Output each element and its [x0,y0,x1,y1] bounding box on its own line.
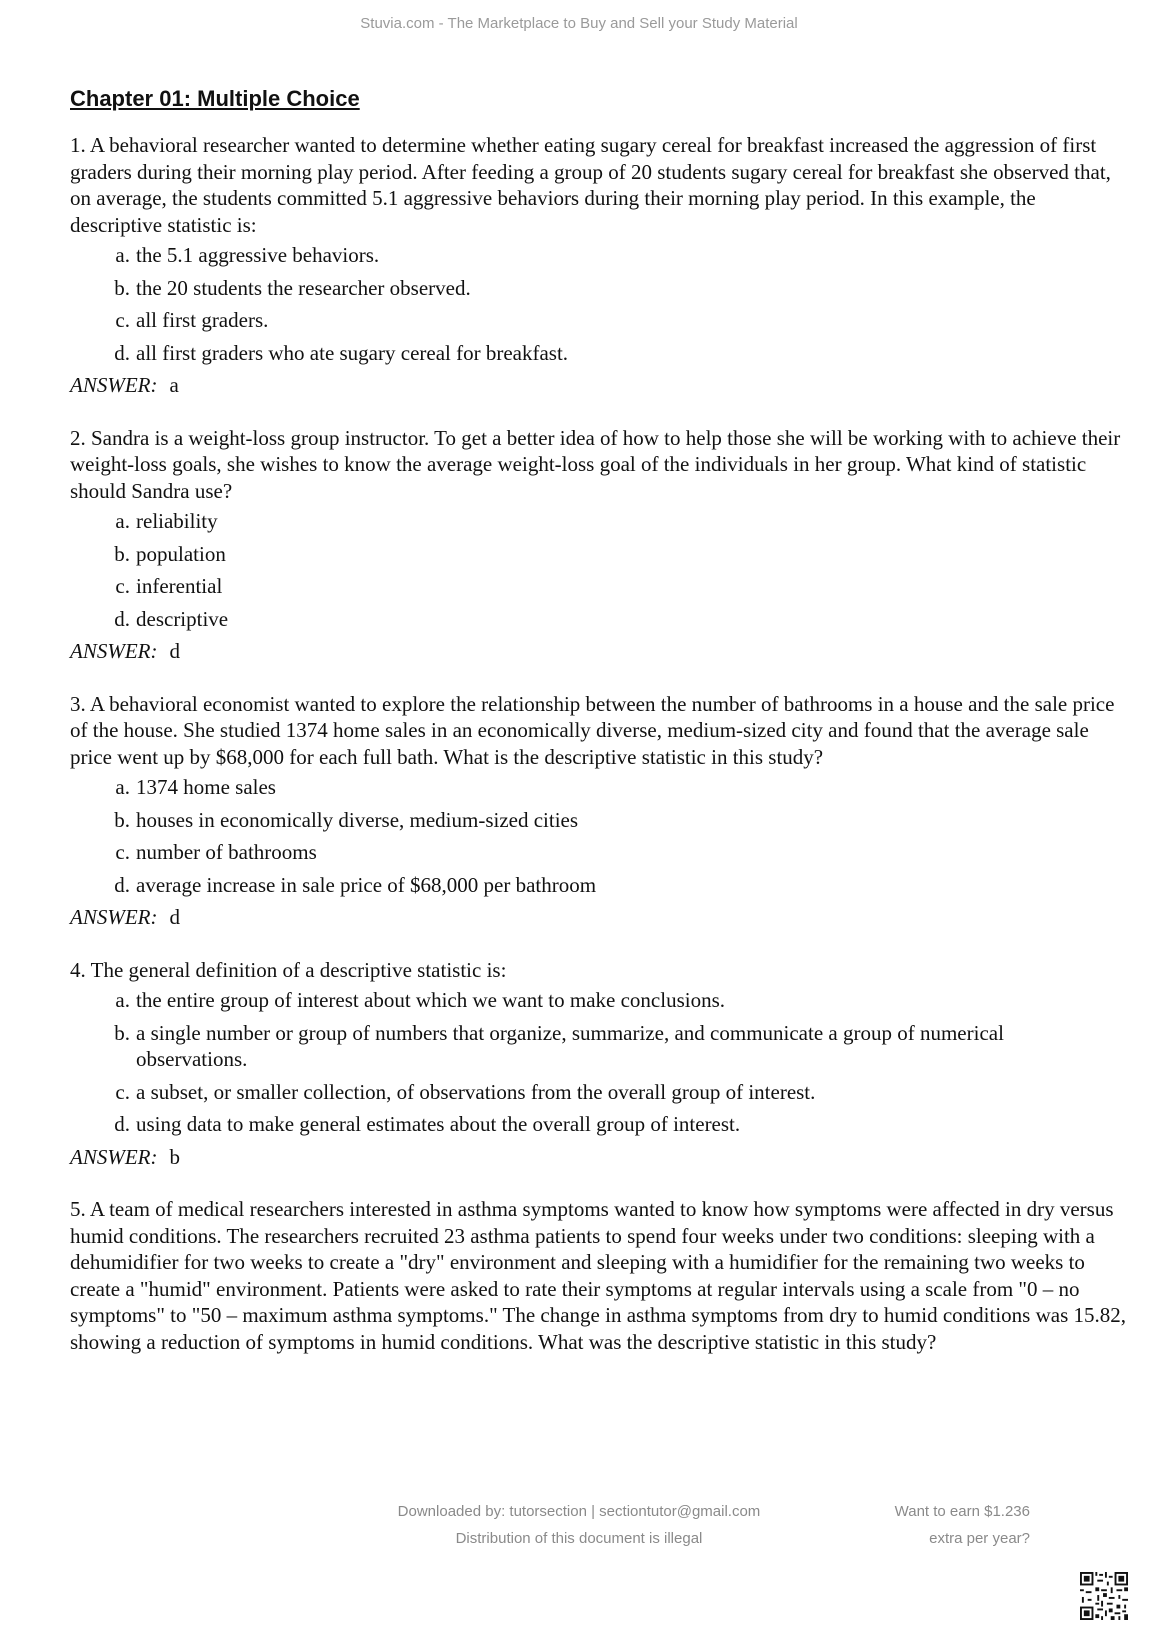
question-text: 2. Sandra is a weight-loss group instructor. To get a better idea of how to help those she will be working with to achieve their weight-loss goals, she wishes to know the average weight-loss goal of the individuals in her group. What kind of statistic should Sandra use? [70,425,1121,503]
option-list [70,242,1130,366]
option-c [70,307,1130,334]
option-a [70,774,1130,801]
option-letter: a. [115,988,130,1012]
option-b [70,1020,1130,1073]
option-d [70,606,1130,633]
option-list [70,508,1130,632]
option-b [70,275,1130,302]
option-a [70,508,1130,535]
option-d [70,1111,1130,1138]
option-letter: b. [114,807,130,832]
answer-line [70,638,1130,665]
option-letter: b. [114,275,130,300]
option-letter: d. [114,1112,130,1136]
site-header: Stuvia.com - The Marketplace to Buy and Sell your Study Material [360,15,798,32]
earn-promo-link[interactable]: Want to earn $1.236 [894,1503,1030,1520]
option-letter: a. [115,775,130,799]
option-c [70,839,1130,866]
answer-label: ANSWER: [70,373,158,397]
distribution-notice: Distribution of this document is illegal [455,1530,703,1547]
question-text: 3. A behavioral economist wanted to explore the relationship between the number of bathrooms in a house and the sale price of the house. She studied 1374 home sales in an economically diverse, medium-sized city and found that the average sale price went up by $68,000 for each full bath. What is the descriptive statistic in this study? [70,691,1115,769]
downloaded-by-text: Downloaded by: tutorsection | sectiontutor@gmail.com [397,1503,761,1520]
answer-value: a [169,373,179,397]
option-c [70,573,1130,600]
question-5 [70,1196,1130,1355]
question-text: 5. A team of medical researchers interested in asthma symptoms wanted to know how symptoms were affected in dry versus humid conditions. The researchers recruited 23 asthma patients to spend four weeks under two conditions: sleeping with a dehumidifier for two weeks to create a "dry" environment and sleeping with a humidifier for the remaining two weeks to create a "humid" environment. Patients were asked to rate their symptoms at regular intervals using a scale from "0 – no symptoms" to "50 – maximum asthma symptoms." The change in asthma symptoms from dry to humid conditions was 15.82, showing a reduction of symptoms in humid conditions. What was the descriptive statistic in this study? [70,1197,1127,1354]
option-text: the entire group of interest about which we want to make conclusions. [136,988,726,1012]
option-c [70,1079,1130,1106]
questions-list [70,132,1130,1381]
option-text: reliability [136,509,218,533]
option-text: 1374 home sales [136,775,276,799]
question-text: 4. The general definition of a descriptive statistic is: [70,957,507,982]
question-text: 1. A behavioral researcher wanted to determine whether eating sugary cereal for breakfast increased the aggression of first graders during their morning play period. After feeding a group of 20 students sugary cereal for breakfast she observed that, on average, the students committed 5.1 aggressive behaviors during their morning play period. In this example, the descriptive statistic is: [70,133,1111,237]
option-text: the 20 students the researcher observed. [136,275,471,300]
earn-promo-link-line2[interactable]: extra per year? [929,1530,1030,1547]
option-letter: b. [114,1020,130,1045]
option-b [70,807,1130,834]
question-1 [70,132,1130,399]
option-letter: d. [114,872,130,897]
option-text: descriptive [136,606,229,631]
option-text: number of bathrooms [136,840,317,864]
option-a [70,242,1130,269]
option-text: the 5.1 aggressive behaviors. [136,243,380,267]
option-letter: d. [114,606,130,631]
answer-value: d [169,905,180,929]
answer-label: ANSWER: [70,639,158,663]
chapter-title: Chapter 01: Multiple Choice [70,86,360,111]
answer-value: d [169,639,180,663]
option-text: using data to make general estimates about the overall group of interest. [136,1112,741,1136]
option-letter: c. [115,308,130,332]
option-text: average increase in sale price of $68,000 per bathroom [136,872,597,897]
option-letter: a. [115,509,130,533]
answer-value: b [169,1144,180,1169]
option-text: all first graders. [136,308,269,332]
answer-line [70,1144,1130,1171]
option-d [70,340,1130,367]
answer-label: ANSWER: [70,905,158,929]
option-letter: b. [114,541,130,566]
option-list [70,987,1130,1138]
option-text: population [136,541,226,566]
option-letter: c. [115,1079,130,1104]
option-text: a single number or group of numbers that organize, summarize, and communicate a group of numerical observations. [136,1020,1004,1071]
option-text: houses in economically diverse, medium-sized cities [136,807,579,832]
option-d [70,872,1130,899]
option-letter: c. [115,574,130,598]
answer-line [70,372,1130,399]
answer-label: ANSWER: [70,1144,158,1169]
option-a [70,987,1130,1014]
option-list [70,774,1130,898]
question-3 [70,691,1130,931]
option-letter: c. [115,840,130,864]
option-letter: d. [114,340,130,365]
question-2 [70,425,1130,665]
option-text: a subset, or smaller collection, of observations from the overall group of interest. [136,1079,816,1104]
qr-code-icon[interactable] [1080,1572,1128,1620]
answer-line [70,904,1130,931]
option-text: inferential [136,574,223,598]
option-text: all first graders who ate sugary cereal for breakfast. [136,340,569,365]
question-4 [70,957,1130,1171]
option-b [70,541,1130,568]
option-letter: a. [115,243,130,267]
